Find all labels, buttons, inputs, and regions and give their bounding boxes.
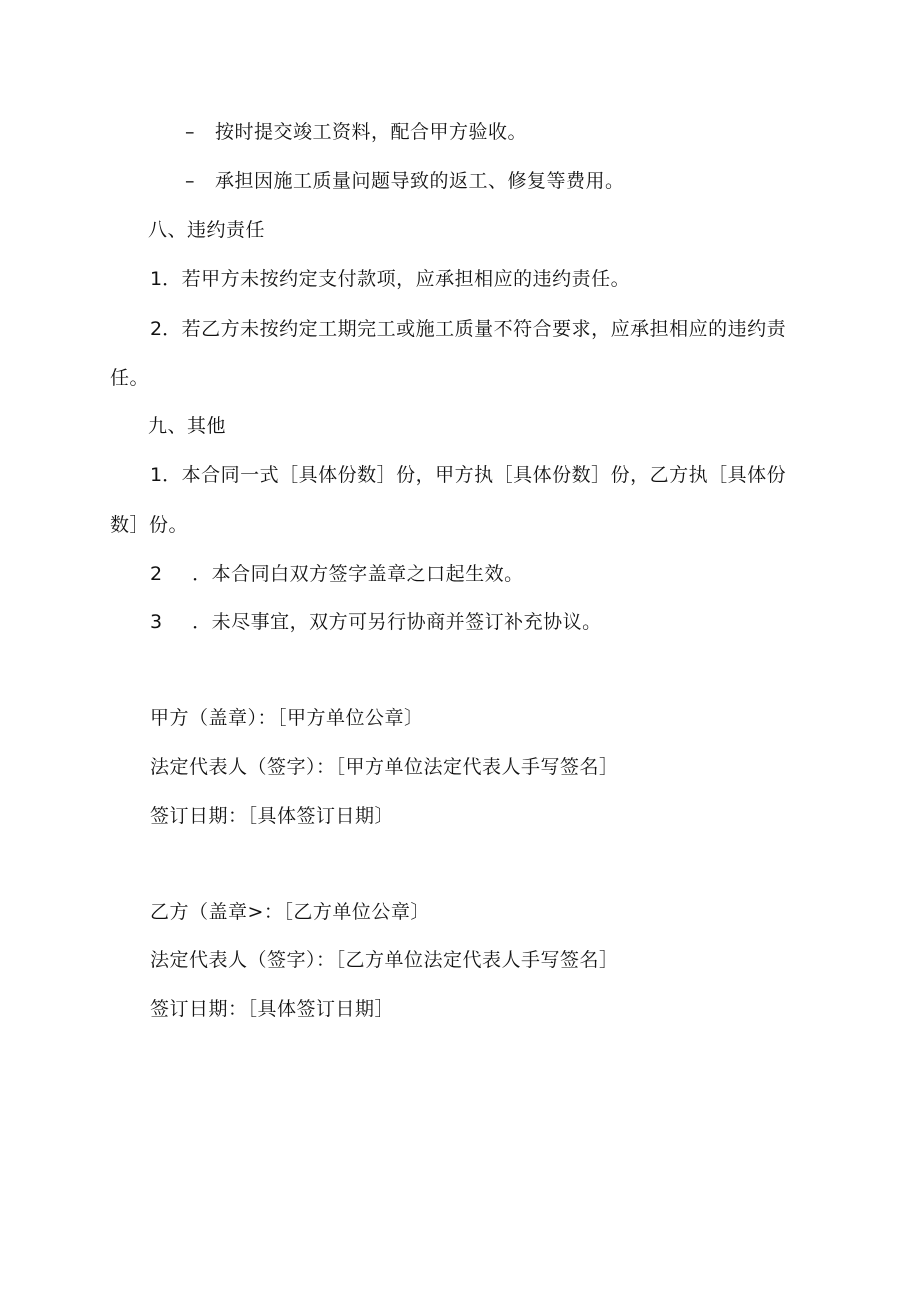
clause-8-2-continued: 任。 [110, 367, 150, 389]
clause-text: ．若甲方未按约定支付款项，应承担相应的违约责任。 [162, 268, 631, 290]
clause-8-2 [150, 316, 786, 342]
clause-number: 1 [150, 464, 163, 486]
clause-8-1 [150, 266, 630, 292]
clause-number: 3 [150, 611, 163, 633]
party-b-seal: 乙方（盖章>：［乙方单位公章〕 [150, 901, 430, 923]
clause-number: 2 [150, 318, 163, 340]
clause-text: ．本合同白双方签字盖章之口起生效。 [192, 563, 524, 585]
section-heading-other: 九、其他 [148, 415, 227, 437]
clause-number: 1 [150, 268, 163, 290]
party-a-date: 签订日期：［具体签订日期〕 [150, 805, 395, 827]
clause-9-2 [150, 561, 524, 587]
clause-9-1 [150, 462, 786, 488]
party-b-date: 签订日期：［具体签订日期］ [150, 998, 395, 1020]
section-heading-liability: 八、违约责任 [148, 219, 266, 241]
obligation-text: 按时提交竣工资料，配合甲方验收。 [215, 121, 528, 143]
clause-text: ．未尽事宜，双方可另行协商并签订补充协议。 [192, 611, 602, 633]
dash-bullet: – [185, 121, 195, 143]
party-a-representative: 法定代表人（签字）：［甲方单位法定代表人手写签名］ [150, 756, 619, 778]
clause-text: ．若乙方未按约定工期完工或施工质量不符合要求，应承担相应的违约责 [162, 318, 787, 340]
dash-bullet: – [185, 170, 195, 192]
obligation-item-rework-costs [185, 168, 625, 194]
obligation-text: 承担因施工质量问题导致的返工、修复等费用。 [215, 170, 625, 192]
clause-text: ．本合同一式［具体份数］份，甲方执［具体份数］份，乙方执［具体份 [162, 464, 787, 486]
clause-9-3 [150, 609, 602, 635]
party-b-representative: 法定代表人（签字）：［乙方单位法定代表人手写签名］ [150, 949, 619, 971]
obligation-item-submit-materials [185, 119, 527, 145]
clause-number: 2 [150, 563, 163, 585]
clause-9-1-continued: 数］份。 [110, 514, 189, 536]
party-a-seal: 甲方（盖章）：［甲方单位公章〕 [150, 707, 424, 729]
